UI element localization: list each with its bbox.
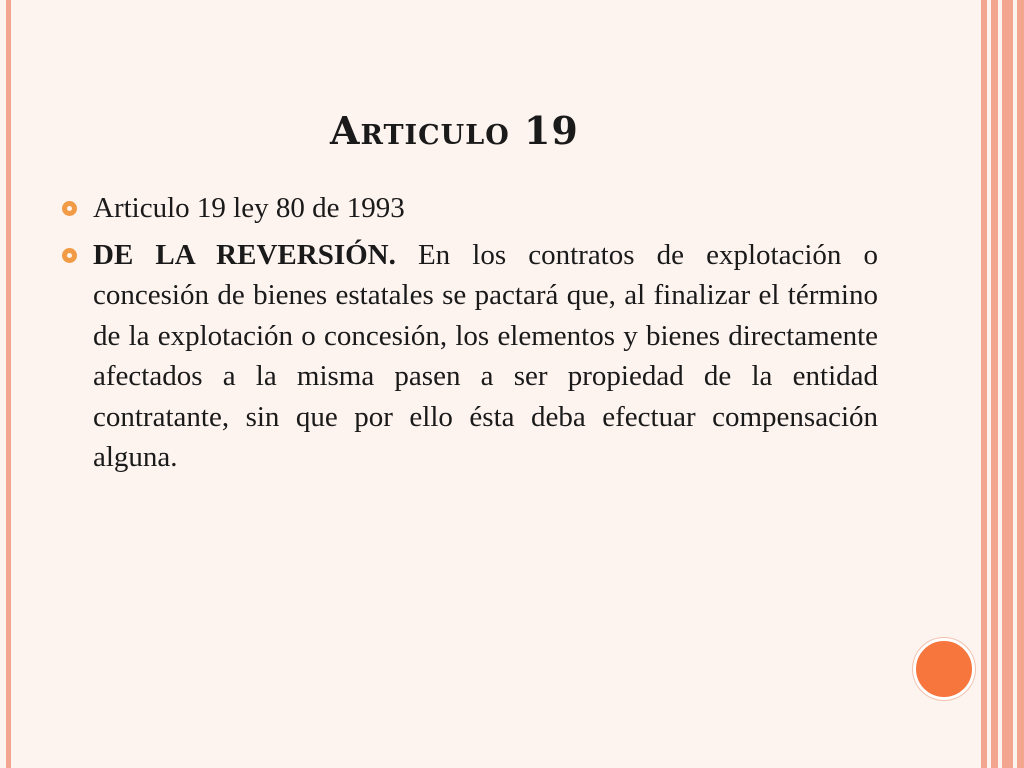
right-frame-stripe: [981, 0, 987, 768]
bullet-list: [62, 188, 878, 484]
bullet-lead-text: DE LA REVERSIÓN.: [93, 238, 396, 271]
bullet-text: En los contratos de explotación o concesión de bienes estatales se pactará que, al finalizar el término de la explotación o concesión, los elementos y bienes directamente afectados a la misma pasen a ser propiedad de la entidad contratante, sin que por ello ésta deba efectuar compensación alguna.: [93, 238, 878, 473]
bullet-icon: [62, 201, 77, 216]
right-frame-stripe: [991, 0, 998, 768]
right-frame-stripe: [1002, 0, 1013, 768]
bullet-item: [62, 235, 878, 478]
decorative-orange-circle: [913, 638, 975, 700]
right-frame-stripe: [1017, 0, 1024, 768]
left-frame-stripe: [6, 0, 11, 768]
bullet-icon: [62, 248, 77, 263]
bullet-item: [62, 188, 878, 229]
slide-title: Articulo 19: [330, 108, 579, 153]
bullet-text: Articulo 19 ley 80 de 1993: [93, 192, 405, 224]
